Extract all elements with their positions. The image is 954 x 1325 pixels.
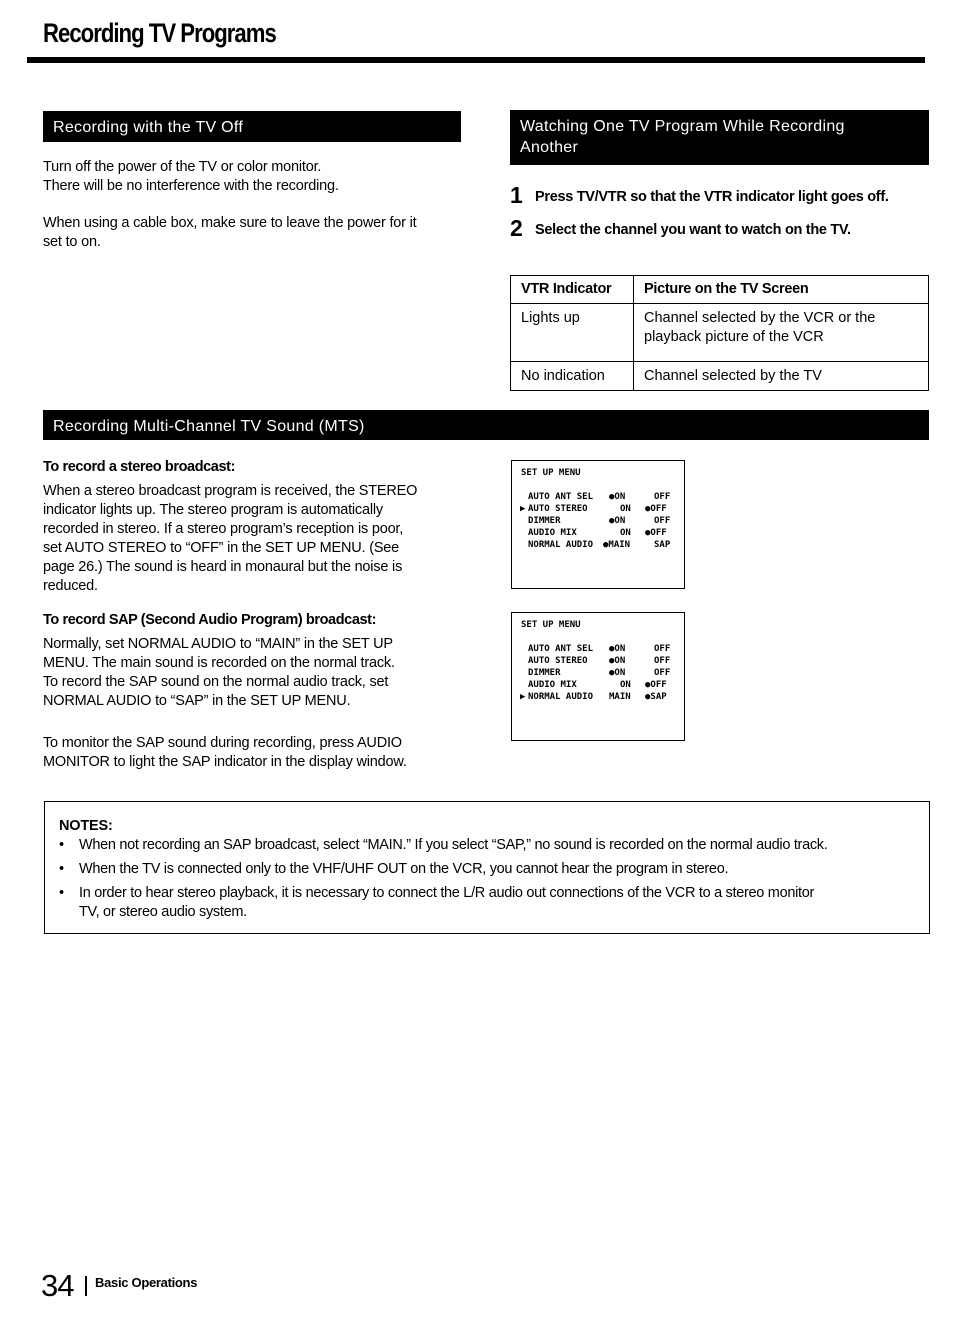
menu-row-option: ●MAIN [603, 540, 631, 550]
sap-line: NORMAL AUDIO to “SAP” in the SET UP MENU. [43, 693, 351, 709]
watching-heading-line: Watching One TV Program While Recording [520, 118, 845, 135]
menu-row-option: ●ON [609, 492, 626, 502]
table-cell-line: playback picture of the VCR [644, 329, 824, 345]
notes-box [44, 801, 930, 934]
tv-off-line: Turn off the power of the TV or color monitor. [43, 159, 322, 175]
menu-row-option: ●SAP [645, 692, 667, 702]
menu-row-option: ●OFF [645, 680, 667, 690]
stereo-line: reduced. [43, 578, 98, 594]
tv-off-line: When using a cable box, make sure to leave the power for it [43, 215, 417, 231]
sap-monitor-line: MONITOR to light the SAP indicator in the display window. [43, 754, 407, 770]
setup-menu-screen-stereo [511, 460, 685, 589]
section-heading-watching [510, 110, 929, 165]
watching-heading-line: Another [520, 139, 579, 156]
setup-menu-screen-sap [511, 612, 685, 741]
table-cell: Lights up [511, 304, 634, 362]
menu-row-option: MAIN [609, 692, 631, 702]
page-title: Recording TV Programs [43, 18, 276, 48]
note-text: When the TV is connected only to the VHF/UHF OUT on the VCR, you cannot hear the program in stereo. [79, 861, 729, 877]
table-header-row [511, 276, 929, 304]
menu-row-label: AUTO STEREO [528, 504, 588, 514]
menu-row-label: AUTO ANT SEL [528, 644, 594, 654]
menu-row-option: ●ON [609, 656, 626, 666]
menu-row-option: ON [620, 528, 631, 538]
menu-row-option: ●ON [609, 644, 626, 654]
section-heading-tv-off: Recording with the TV Off [43, 111, 461, 142]
tv-off-line: There will be no interference with the recording. [43, 178, 339, 194]
section-label: Basic Operations [95, 1275, 198, 1290]
note-text [79, 884, 919, 922]
sap-heading: To record SAP (Second Audio Program) broadcast: [43, 612, 377, 628]
sap-paragraph [43, 635, 483, 711]
menu-title: SET UP MENU [521, 620, 581, 630]
footer-divider [85, 1276, 87, 1296]
tv-off-line: set to on. [43, 234, 101, 250]
bullet-icon: • [59, 885, 64, 901]
menu-row-label: AUTO STEREO [528, 656, 588, 666]
note-text-line: In order to hear stereo playback, it is necessary to connect the L/R audio out connections of the VCR to a stereo monitor [79, 885, 815, 901]
tv-off-paragraph-1 [43, 158, 473, 196]
stereo-heading: To record a stereo broadcast: [43, 459, 235, 475]
table-cell: No indication [511, 362, 634, 391]
notes-heading: NOTES: [59, 818, 113, 834]
tv-off-paragraph-2 [43, 214, 473, 252]
menu-row-label: DIMMER [528, 668, 561, 678]
stereo-paragraph [43, 482, 483, 596]
menu-row-option: ●ON [609, 516, 626, 526]
menu-row-label: AUTO ANT SEL [528, 492, 594, 502]
step-text: Select the channel you want to watch on the TV. [535, 222, 851, 238]
menu-row-label: NORMAL AUDIO [528, 692, 594, 702]
menu-row-option: ON [620, 680, 631, 690]
table-cell [634, 304, 929, 362]
title-rule [27, 57, 925, 63]
menu-row-option: OFF [654, 656, 671, 666]
menu-row-label: DIMMER [528, 516, 561, 526]
menu-title: SET UP MENU [521, 468, 581, 478]
vtr-indicator-table [510, 275, 929, 391]
note-text: When not recording an SAP broadcast, select “MAIN.” If you select “SAP,” no sound is recorded on the normal audio track. [79, 837, 828, 853]
note-text-line: TV, or stereo audio system. [79, 904, 247, 920]
sap-monitor-line: To monitor the SAP sound during recording, press AUDIO [43, 735, 402, 751]
stereo-line: set AUTO STEREO to “OFF” in the SET UP MENU. (See [43, 540, 400, 556]
step-number: 1 [510, 182, 523, 208]
menu-row-option: ●ON [609, 668, 626, 678]
table-row [511, 362, 929, 391]
bullet-icon: • [59, 861, 64, 877]
table-header: Picture on the TV Screen [634, 276, 929, 304]
menu-row-label: AUDIO MIX [528, 680, 577, 690]
stereo-line: indicator lights up. The stereo program is automatically [43, 502, 383, 518]
menu-row-cursor: ▶ [520, 692, 526, 702]
table-row [511, 304, 929, 362]
menu-row-option: SAP [654, 540, 671, 550]
sap-monitor-paragraph [43, 734, 483, 772]
stereo-line: recorded in stereo. If a stereo program’s reception is poor, [43, 521, 404, 537]
table-header: VTR Indicator [511, 276, 634, 304]
step-text: Press TV/VTR so that the VTR indicator light goes off. [535, 189, 889, 205]
menu-row-option: OFF [654, 668, 671, 678]
menu-row-label: NORMAL AUDIO [528, 540, 594, 550]
stereo-line: page 26.) The sound is heard in monaural but the noise is [43, 559, 403, 575]
sap-line: Normally, set NORMAL AUDIO to “MAIN” in the SET UP [43, 636, 393, 652]
menu-row-cursor: ▶ [520, 504, 526, 514]
menu-row-option: ●OFF [645, 528, 667, 538]
menu-row-option: ●OFF [645, 504, 667, 514]
page-number: 34 [41, 1268, 74, 1303]
sap-line: MENU. The main sound is recorded on the normal track. [43, 655, 395, 671]
sap-line: To record the SAP sound on the normal audio track, set [43, 674, 389, 690]
menu-row-label: AUDIO MIX [528, 528, 577, 538]
section-heading-mts: Recording Multi-Channel TV Sound (MTS) [43, 410, 929, 440]
stereo-line: When a stereo broadcast program is received, the STEREO [43, 483, 418, 499]
step-number: 2 [510, 215, 523, 241]
menu-row-option: OFF [654, 644, 671, 654]
menu-row-option: ON [620, 504, 631, 514]
table-cell-line: Channel selected by the VCR or the [644, 310, 876, 326]
bullet-icon: • [59, 837, 64, 853]
menu-row-option: OFF [654, 516, 671, 526]
menu-row-option: OFF [654, 492, 671, 502]
table-cell: Channel selected by the TV [634, 362, 929, 391]
